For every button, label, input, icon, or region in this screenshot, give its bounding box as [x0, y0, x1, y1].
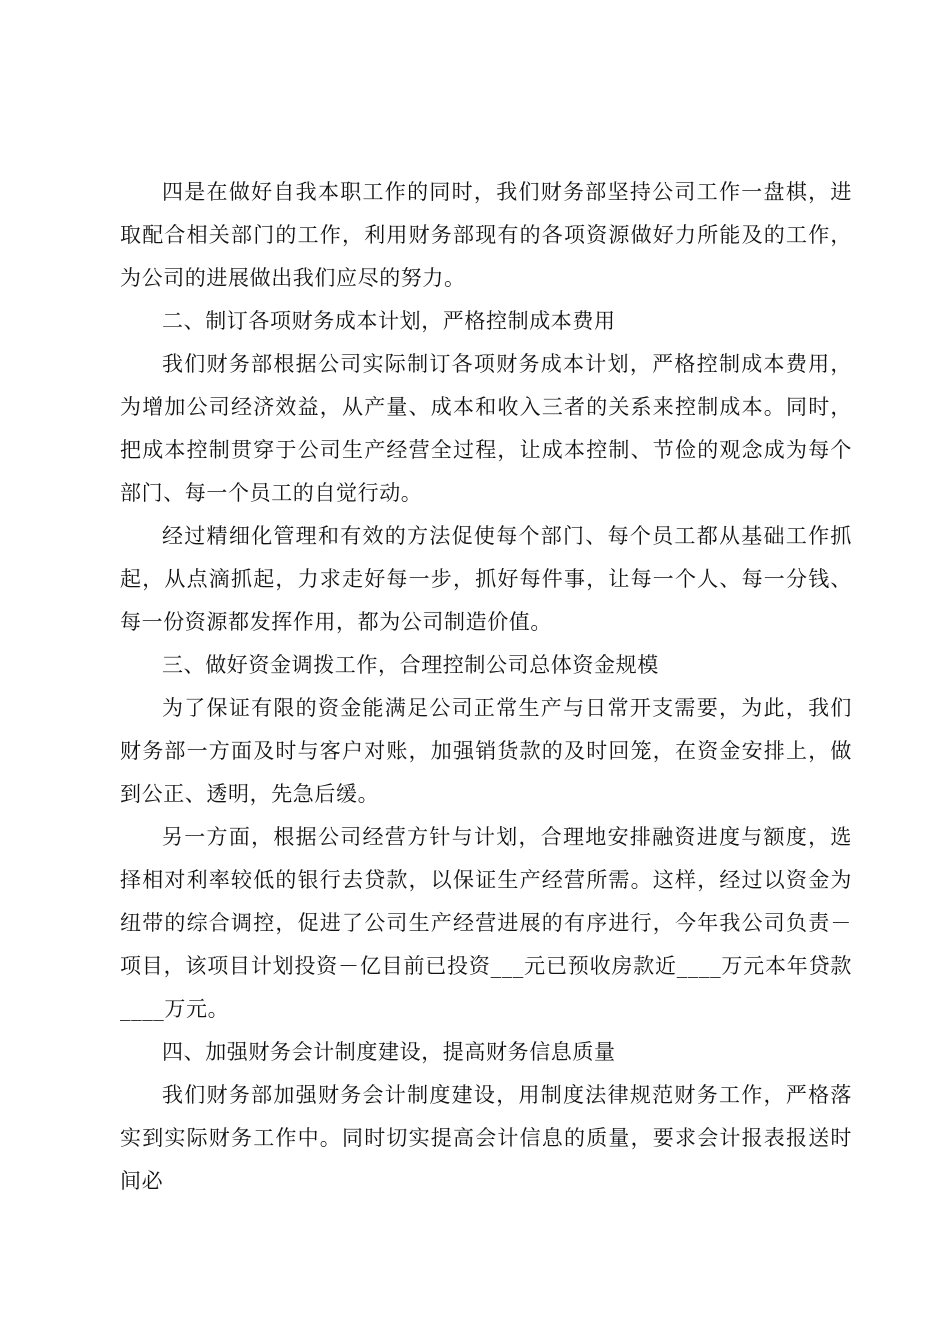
section-heading-accounting-system: 四、加强财务会计制度建设，提高财务信息质量 [162, 1040, 616, 1064]
paragraph-financing: 另一方面，根据公司经营方针与计划，合理地安排融资进度与额度，选择相对利率较低的银行去贷款，以保证生产经营所需。这样，经过以资金为纽带的综合调控，促进了公司生产经营进展的有序进行，今年我公司负责－项目，该项目计划投资－亿目前已投资___元已预收房款近____万元本年贷款____万元。 [120, 825, 852, 1021]
paragraph-cost-control: 我们财务部根据公司实际制订各项财务成本计划，严格控制成本费用，为增加公司经济效益，从产量、成本和收入三者的关系来控制成本。同时，把成本控制贯穿于公司生产经营全过程，让成本控制、节俭的观念成为每个部门、每一个员工的自觉行动。 [120, 352, 852, 505]
document-body [120, 171, 852, 1203]
paragraph-accounting-system: 我们财务部加强财务会计制度建设，用制度法律规范财务工作，严格落实到实际财务工作中。同时切实提高会计信息的质量，要求会计报表报送时间必 [120, 1083, 852, 1193]
section-heading-funds: 三、做好资金调拨工作，合理控制公司总体资金规模 [162, 653, 659, 677]
section-heading-cost-plan: 二、制订各项财务成本计划，严格控制成本费用 [162, 309, 616, 333]
paragraph-cooperation: 四是在做好自我本职工作的同时，我们财务部坚持公司工作一盘棋，进取配合相关部门的工作，利用财务部现有的各项资源做好力所能及的工作，为公司的进展做出我们应尽的努力。 [120, 180, 852, 290]
paragraph-refined-management: 经过精细化管理和有效的方法促使每个部门、每个员工都从基础工作抓起，从点滴抓起，力求走好每一步，抓好每件事，让每一个人、每一分钱、每一份资源都发挥作用，都为公司制造价值。 [120, 524, 852, 634]
paragraph-funds-collection: 为了保证有限的资金能满足公司正常生产与日常开支需要，为此，我们财务部一方面及时与客户对账，加强销货款的及时回笼，在资金安排上，做到公正、透明，先急后缓。 [120, 696, 852, 806]
